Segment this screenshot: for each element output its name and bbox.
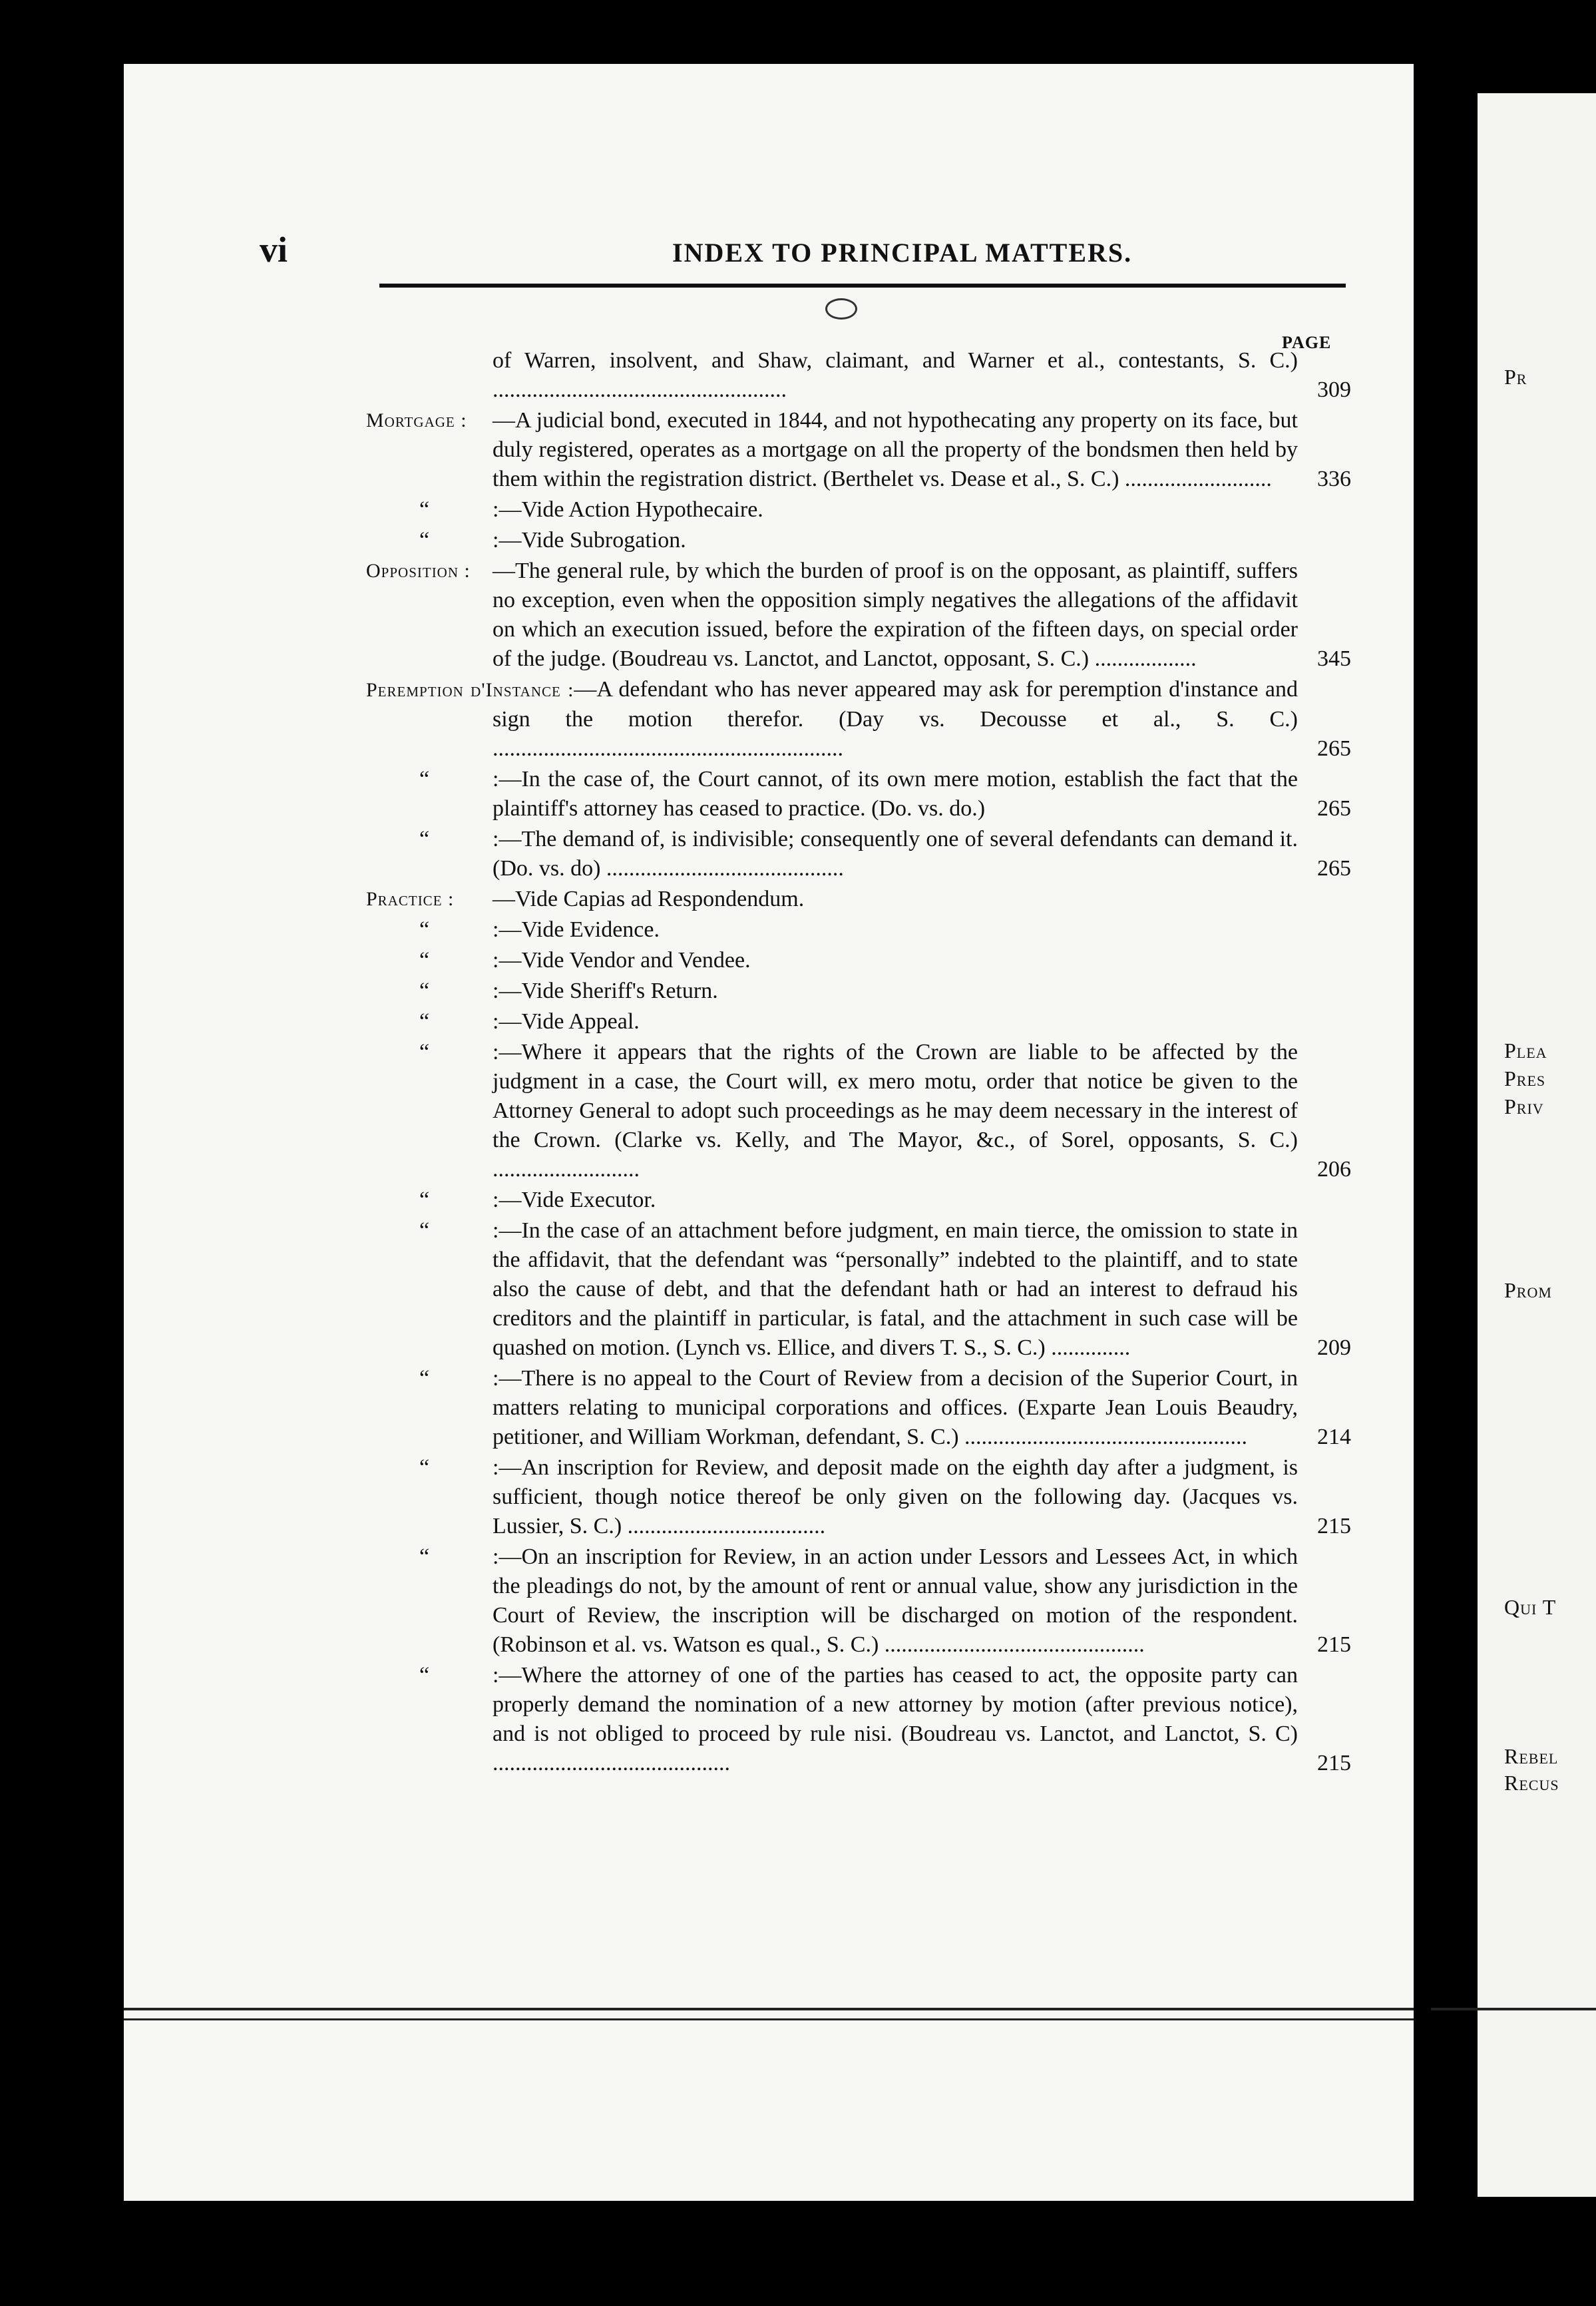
entry-text: —The general rule, by which the burden of proof is on the opposant, as plaintiff, suffers no exception, even when the opposition simply negatives the allegations of the affidavit on which an execution issued, before the expiration of the fifteen days, on special order of the judge. (Boudreau vs. Lanctot, and Lanctot, opposant, S. C.) .................. <box>493 559 1298 671</box>
entry-text: :—In the case of an attachment before judgment, en main tierce, the omission to state in the affidavit, that the defendant was “personally” indebted to the plaintiff, and to state also the cause of debt, and that the defendant hath or had an interest to defraud his creditors and the plaintiff in particular, is fatal, and the attachment in such case will be quashed on motion. (Lynch vs. Ellice, and divers T. S., S. C.) .............. <box>493 1218 1298 1360</box>
index-entry <box>366 825 1351 883</box>
entry-text: :—Vide Executor. <box>493 1188 656 1212</box>
index-entry <box>366 1453 1351 1541</box>
index-entry <box>366 675 1351 764</box>
ditto-mark: “ <box>419 1455 430 1480</box>
index-entry <box>366 1007 1351 1037</box>
index-entries <box>366 346 1351 1779</box>
page-title: INDEX TO PRINCIPAL MATTERS. <box>672 238 1133 268</box>
entry-heading: Mortgage : <box>366 409 467 431</box>
ditto-mark: “ <box>419 1040 430 1064</box>
ditto-mark: “ <box>419 497 430 522</box>
ditto-mark: “ <box>419 1663 430 1688</box>
entry-page-number: 209 <box>1317 1335 1351 1360</box>
entry-heading: Opposition : <box>366 560 471 582</box>
entry-text: of Warren, insolvent, and Shaw, claimant, and Warner et al., contestants, S. C.) .................................................... <box>493 348 1298 402</box>
entry-text: :—An inscription for Review, and deposit made on the eighth day after a judgment, is sufficient, though notice thereof be only given on the following day. (Jacques vs. Lussier, S. C.) ................................... <box>493 1455 1298 1538</box>
ditto-mark: “ <box>419 1009 430 1034</box>
ornament-icon <box>825 298 857 320</box>
facing-tag: Recus <box>1504 1771 1559 1795</box>
facing-tag: Priv <box>1504 1094 1544 1118</box>
facing-tag: Pres <box>1504 1066 1546 1090</box>
entry-page-number: 214 <box>1317 1425 1351 1449</box>
ditto-mark: “ <box>419 917 430 942</box>
index-entry <box>366 1542 1351 1660</box>
ditto-mark: “ <box>419 1544 430 1569</box>
ditto-mark: “ <box>419 1188 430 1212</box>
entry-text: :—On an inscription for Review, in an action under Lessors and Lessees Act, in which the pleadings do not, by the amount of rent or annual value, show any jurisdiction in the Court of Review, the inscription will be discharged on motion of the respondent. (Robinson et al. vs. Watson es qual., S. C.) .............................................. <box>493 1544 1298 1657</box>
index-entry <box>366 557 1351 674</box>
index-entry <box>366 406 1351 494</box>
entry-page-number: 215 <box>1317 1514 1351 1538</box>
entry-page-number: 215 <box>1317 1632 1351 1657</box>
entry-page-number: 265 <box>1317 856 1351 881</box>
index-entry <box>366 977 1351 1006</box>
entry-page-number: 265 <box>1317 736 1351 761</box>
entry-text: :—The demand of, is indivisible; consequently one of several defendants can demand it. (Do. vs. do) .......................................... <box>493 827 1298 881</box>
ditto-mark: “ <box>419 1218 430 1243</box>
entry-text: :—Vide Action Hypothecaire. <box>493 497 763 522</box>
entry-page-number: 265 <box>1317 796 1351 821</box>
entry-heading: Practice : <box>366 888 455 910</box>
entry-text: :—In the case of, the Court cannot, of its own mere motion, establish the fact that the plaintiff's attorney has ceased to practice. (Do. vs. do.) <box>493 767 1298 821</box>
entry-page-number: 215 <box>1317 1751 1351 1775</box>
ditto-mark: “ <box>419 1366 430 1391</box>
ditto-mark: “ <box>419 948 430 973</box>
index-entry <box>366 885 1351 914</box>
page-number: vi <box>260 230 288 270</box>
page-header <box>260 172 1351 270</box>
page-column-label: PAGE <box>1282 333 1332 352</box>
index-entry <box>366 526 1351 555</box>
entry-text: :—Vide Vendor and Vendee. <box>493 948 751 973</box>
index-entry <box>366 1364 1351 1452</box>
facing-tag: Rebel <box>1504 1744 1559 1768</box>
entry-text: :—Vide Appeal. <box>493 1009 640 1034</box>
ditto-mark: “ <box>419 528 430 553</box>
entry-page-number: 309 <box>1317 377 1351 402</box>
footer-rule <box>124 2008 1414 2010</box>
index-entry <box>366 1216 1351 1363</box>
index-entry <box>366 946 1351 975</box>
index-entry <box>366 495 1351 525</box>
entry-text: :—There is no appeal to the Court of Review from a decision of the Superior Court, in matters relating to municipal corporations and offices. (Exparte Jean Louis Beaudry, petitioner, and William Workman, defendant, S. C.) .................................................. <box>493 1366 1298 1449</box>
entry-text: —A defendant who has never appeared may ask for peremption d'instance and sign the motion therefor. (Day vs. Decousse et al., S. C.) .............................................................. <box>493 677 1298 761</box>
facing-tag: Plea <box>1504 1038 1547 1062</box>
entry-page-number: 206 <box>1317 1157 1351 1182</box>
entry-text: :—Where the attorney of one of the parties has ceased to act, the opposite party can properly demand the nomination of a new attorney by motion (after previous notice), and is not obliged to proceed by rule nisi. (Boudreau vs. Lanctot, and Lanctot, S. C) .......................................... <box>493 1663 1298 1775</box>
index-entry <box>366 1038 1351 1184</box>
index-entry <box>366 915 1351 945</box>
entry-text: :—Vide Subrogation. <box>493 528 686 553</box>
facing-tag: Qui T <box>1504 1595 1557 1619</box>
footer-rule <box>1431 2008 1596 2010</box>
index-entry <box>366 1186 1351 1215</box>
ditto-mark: “ <box>419 767 430 792</box>
entry-text: :—Where it appears that the rights of the Crown are liable to be affected by the judgment in a case, the Court will, ex mero motu, order that notice be given to the Attorney General to adopt such proceedings as he may deem necessary in the interest of the Crown. (Clarke vs. Kelly, and The Mayor, &c., of Sorel, opposants, S. C.) .......................... <box>493 1040 1298 1182</box>
footer-rule <box>124 2018 1414 2020</box>
facing-tag: Pr <box>1504 365 1527 389</box>
index-entry <box>366 1661 1351 1778</box>
entry-page-number: 336 <box>1317 467 1351 491</box>
facing-tag: Prom <box>1504 1278 1552 1302</box>
facing-page <box>1478 93 1596 2197</box>
entry-text: :—Vide Evidence. <box>493 917 660 942</box>
entry-heading: Peremption d'Instance : <box>366 679 574 701</box>
entry-text: —A judicial bond, executed in 1844, and not hypothecating any property on its face, but duly registered, operates as a mortgage on all the property of the bondsmen then held by them within the registration district. (Berthelet vs. Dease et al., S. C.) .......................... <box>493 408 1298 491</box>
entry-text: —Vide Capias ad Respondendum. <box>493 887 805 911</box>
ditto-mark: “ <box>419 827 430 851</box>
entry-text: :—Vide Sheriff's Return. <box>493 979 718 1003</box>
header-rule <box>379 284 1346 288</box>
index-entry <box>366 765 1351 823</box>
ditto-mark: “ <box>419 979 430 1003</box>
index-entry <box>366 346 1351 405</box>
entry-page-number: 345 <box>1317 646 1351 671</box>
